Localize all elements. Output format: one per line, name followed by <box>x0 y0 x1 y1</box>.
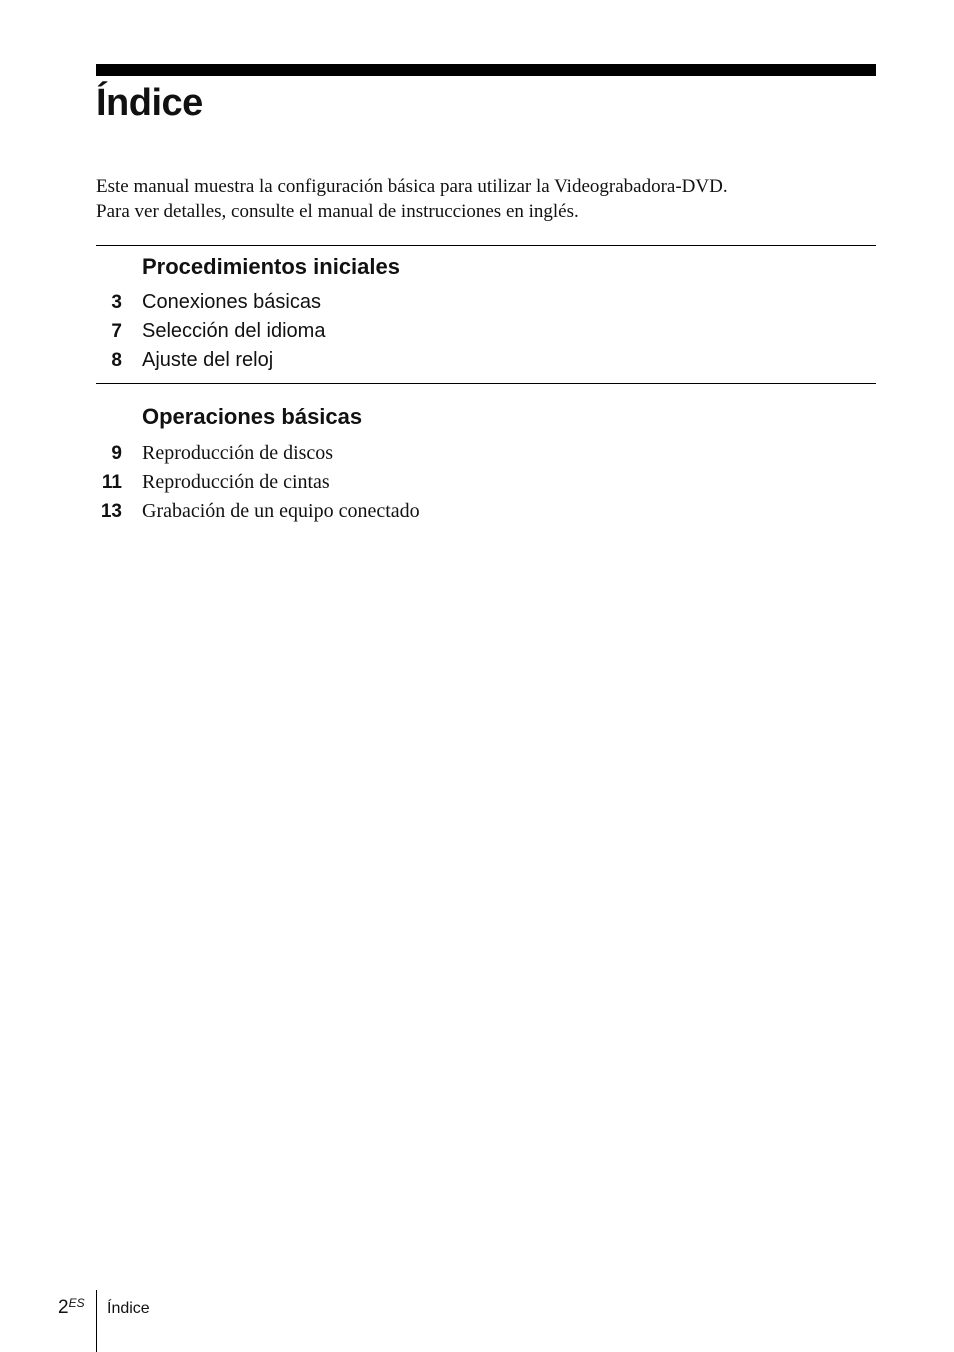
intro-line: Este manual muestra la configuración básica para utilizar la Videograbadora-DVD. <box>96 176 728 197</box>
footer-page-number <box>58 1296 85 1320</box>
toc-page-number: 13 <box>100 501 122 522</box>
top-rule <box>96 64 876 76</box>
toc-entry-label: Selección del idioma <box>142 320 326 342</box>
toc-page-number: 11 <box>101 472 122 493</box>
toc-page-number: 3 <box>111 292 122 313</box>
toc-entry[interactable] <box>96 288 876 317</box>
footer-page-digit: 2 <box>58 1297 69 1318</box>
toc-list <box>96 288 876 375</box>
footer-divider <box>96 1290 97 1352</box>
toc-entry[interactable] <box>96 497 876 526</box>
footer-page-suffix: ES <box>68 1296 85 1310</box>
toc-entry-label: Reproducción de cintas <box>142 471 330 493</box>
toc-list <box>96 439 876 526</box>
toc-entry-label: Grabación de un equipo conectado <box>142 500 420 522</box>
toc-page-number: 8 <box>111 350 122 371</box>
toc-entry-label: Reproducción de discos <box>142 442 334 464</box>
toc-entry-label: Conexiones básicas <box>142 291 321 313</box>
toc-section-getting-started <box>96 245 876 371</box>
toc-entry[interactable] <box>96 346 876 375</box>
intro-line: Para ver detalles, consulte el manual de instrucciones en inglés. <box>96 201 579 222</box>
toc-page-number: 9 <box>111 443 122 464</box>
page-title: Índice <box>96 82 203 124</box>
toc-page-number: 7 <box>111 321 122 342</box>
toc-entry[interactable] <box>96 468 876 497</box>
intro-paragraph <box>96 174 876 224</box>
toc-section-basic-operations <box>96 383 876 522</box>
toc-entry[interactable] <box>96 317 876 346</box>
footer-section-label: Índice <box>107 1300 150 1317</box>
toc-entry[interactable] <box>96 439 876 468</box>
toc-entry-label: Ajuste del reloj <box>142 349 274 371</box>
section-heading: Procedimientos iniciales <box>142 254 400 279</box>
section-heading: Operaciones básicas <box>142 404 363 429</box>
